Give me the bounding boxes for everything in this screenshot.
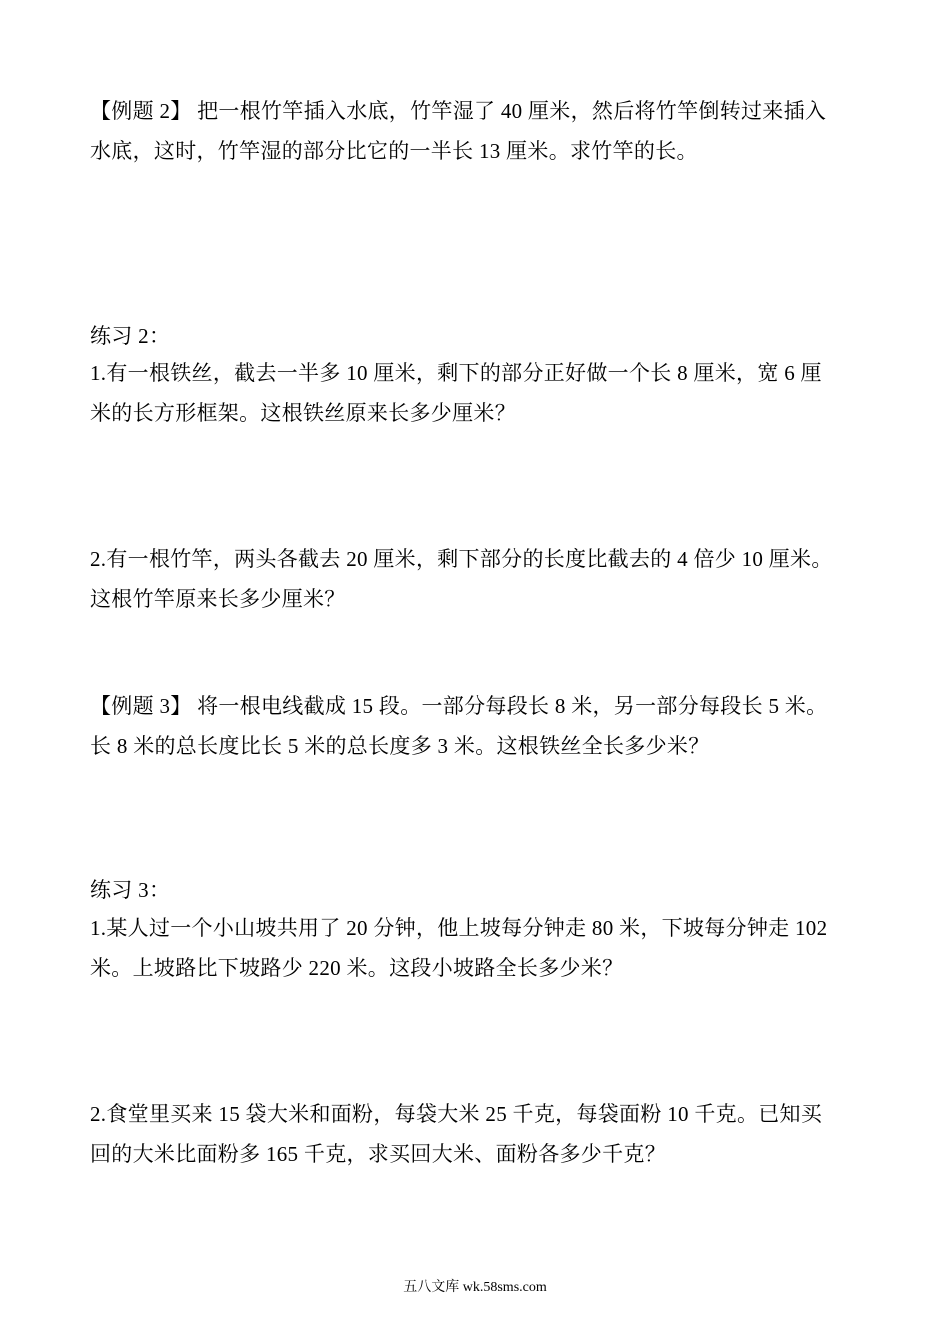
practice-2-q2-line-2: 这根竹竿原来长多少厘米？ xyxy=(90,587,346,611)
practice-2-q2-line-1: 2.有一根竹竿，两头各截去 20 厘米，剩下部分的长度比截去的 4 倍少 10 厘米。 xyxy=(90,547,833,571)
practice-3-q1-line-1: 1.某人过一个小山坡共用了 20 分钟，他上坡每分钟走 80 米，下坡每分钟走 102 xyxy=(90,916,828,940)
practice-3-q2-line-1: 2.食堂里买来 15 袋大米和面粉，每袋大米 25 千克，每袋面粉 10 千克。已知买 xyxy=(90,1102,823,1126)
practice-2-q1-line-1: 1.有一根铁丝，截去一半多 10 厘米，剩下的部分正好做一个长 8 厘米，宽 6 厘 xyxy=(90,361,822,385)
practice-2-question-1 xyxy=(90,353,880,433)
example-3 xyxy=(90,686,880,766)
example-2 xyxy=(90,91,880,171)
example-2-line-1: 【例题 2】 把一根竹竿插入水底，竹竿湿了 40 厘米，然后将竹竿倒转过来插入 xyxy=(90,99,827,123)
example-2-line-2: 水底，这时，竹竿湿的部分比它的一半长 13 厘米。求竹竿的长。 xyxy=(90,139,698,163)
practice-3-q2-line-2: 回的大米比面粉多 165 千克，求买回大米、面粉各多少千克？ xyxy=(90,1142,666,1166)
practice-2-question-2 xyxy=(90,539,880,619)
practice-2-q1-line-2: 米的长方形框架。这根铁丝原来长多少厘米？ xyxy=(90,401,516,425)
practice-3-heading xyxy=(90,870,880,910)
example-3-line-2: 长 8 米的总长度比长 5 米的总长度多 3 米。这根铁丝全长多少米？ xyxy=(90,734,710,758)
practice-3-q1-line-2: 米。上坡路比下坡路少 220 米。这段小坡路全长多少米？ xyxy=(90,956,624,980)
practice-2-heading-text: 练习 2： xyxy=(90,324,171,348)
practice-3-question-2 xyxy=(90,1094,880,1174)
practice-2-heading xyxy=(90,316,880,356)
page-footer: 五八文库 wk.58sms.com xyxy=(403,1280,547,1295)
example-3-line-1: 【例题 3】 将一根电线截成 15 段。一部分每段长 8 米，另一部分每段长 5 米。 xyxy=(90,694,828,718)
practice-3-heading-text: 练习 3： xyxy=(90,878,171,902)
practice-3-question-1 xyxy=(90,908,880,988)
